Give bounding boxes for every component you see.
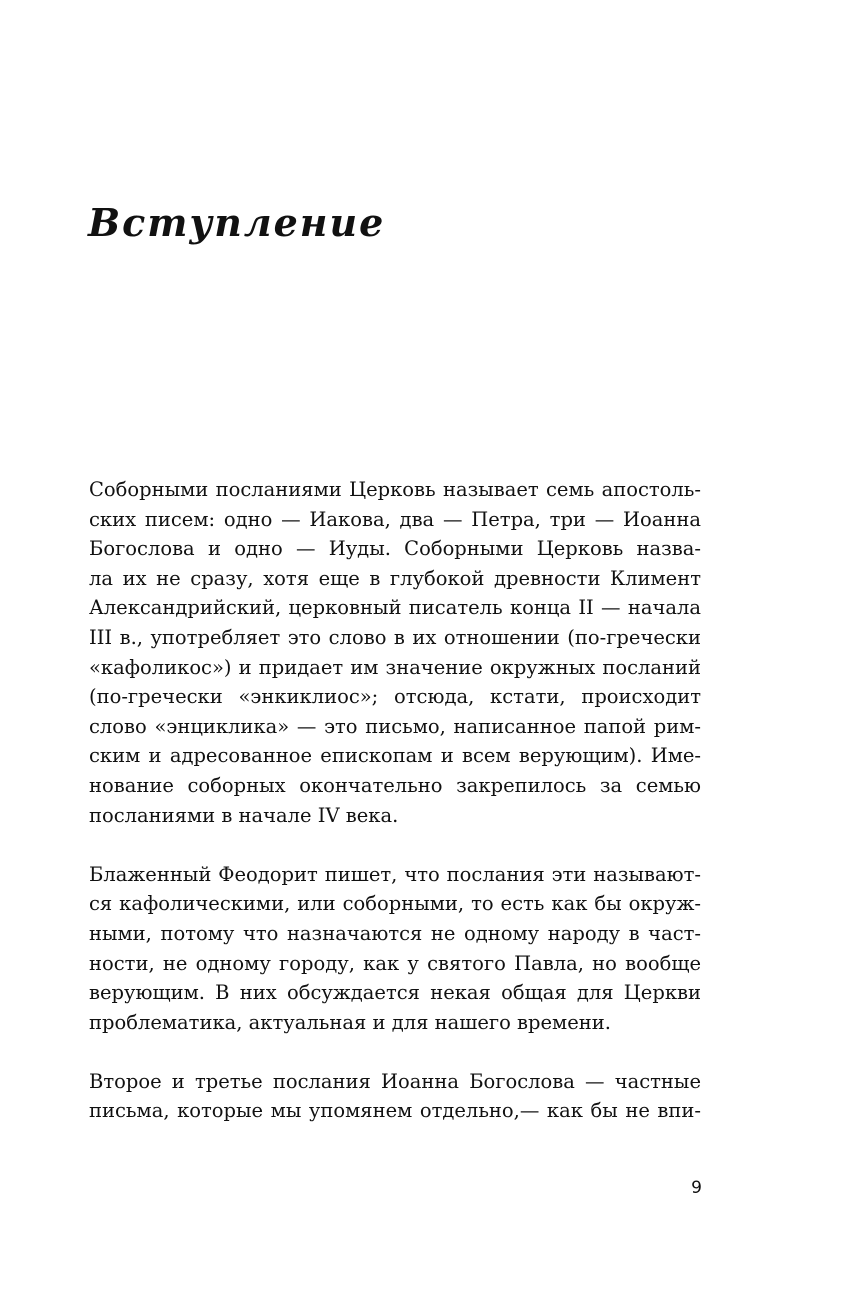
- text-line: ским и адресованное епископам и всем верующим). Име-: [89, 744, 701, 768]
- body-text: [89, 475, 701, 1126]
- text-line: слово «энциклика» — это письмо, написанное папой рим-: [89, 714, 701, 738]
- text-line: ла их не сразу, хотя еще в глубокой древности Климент: [89, 566, 701, 590]
- text-line: письма, которые мы упомянем отдельно,— как бы не впи-: [89, 1099, 701, 1123]
- text-line: Блаженный Феодорит пишет, что послания эти называют-: [89, 862, 701, 886]
- page-number: 9: [691, 1178, 702, 1198]
- text-line: ся кафолическими, или соборными, то есть как бы окруж-: [89, 892, 701, 916]
- text-line: «кафоликос») и придает им значение окружных посланий: [89, 655, 701, 679]
- chapter-title: Вступление: [88, 200, 386, 245]
- paragraph-3: [89, 1067, 701, 1126]
- text-line: ских писем: одно — Иакова, два — Петра, три — Иоанна: [89, 507, 701, 531]
- text-line: нование соборных окончательно закрепилось за семью: [89, 773, 701, 797]
- text-line: ности, не одному городу, как у святого Павла, но вообще: [89, 951, 701, 975]
- text-line: Второе и третье послания Иоанна Богослова — частные: [89, 1069, 701, 1093]
- text-line: (по-гречески «энкиклиос»; отсюда, кстати, происходит: [89, 685, 701, 709]
- text-line: Александрийский, церковный писатель конца II — начала: [89, 596, 701, 620]
- text-line: Соборными посланиями Церковь называет семь апостоль-: [89, 478, 701, 501]
- paragraph-1: [89, 475, 701, 830]
- text-line: ными, потому что назначаются не одному народу в част-: [89, 921, 701, 945]
- paragraph-2: [89, 860, 701, 1038]
- text-line: III в., употребляет это слово в их отношении (по-гречески: [89, 625, 701, 649]
- text-line: посланиями в начале IV века.: [89, 803, 399, 827]
- text-line: проблематика, актуальная и для нашего времени.: [89, 1010, 611, 1034]
- text-line: Богослова и одно — Иуды. Соборными Церковь назва-: [89, 537, 701, 561]
- text-line: верующим. В них обсуждается некая общая для Церкви: [89, 981, 701, 1005]
